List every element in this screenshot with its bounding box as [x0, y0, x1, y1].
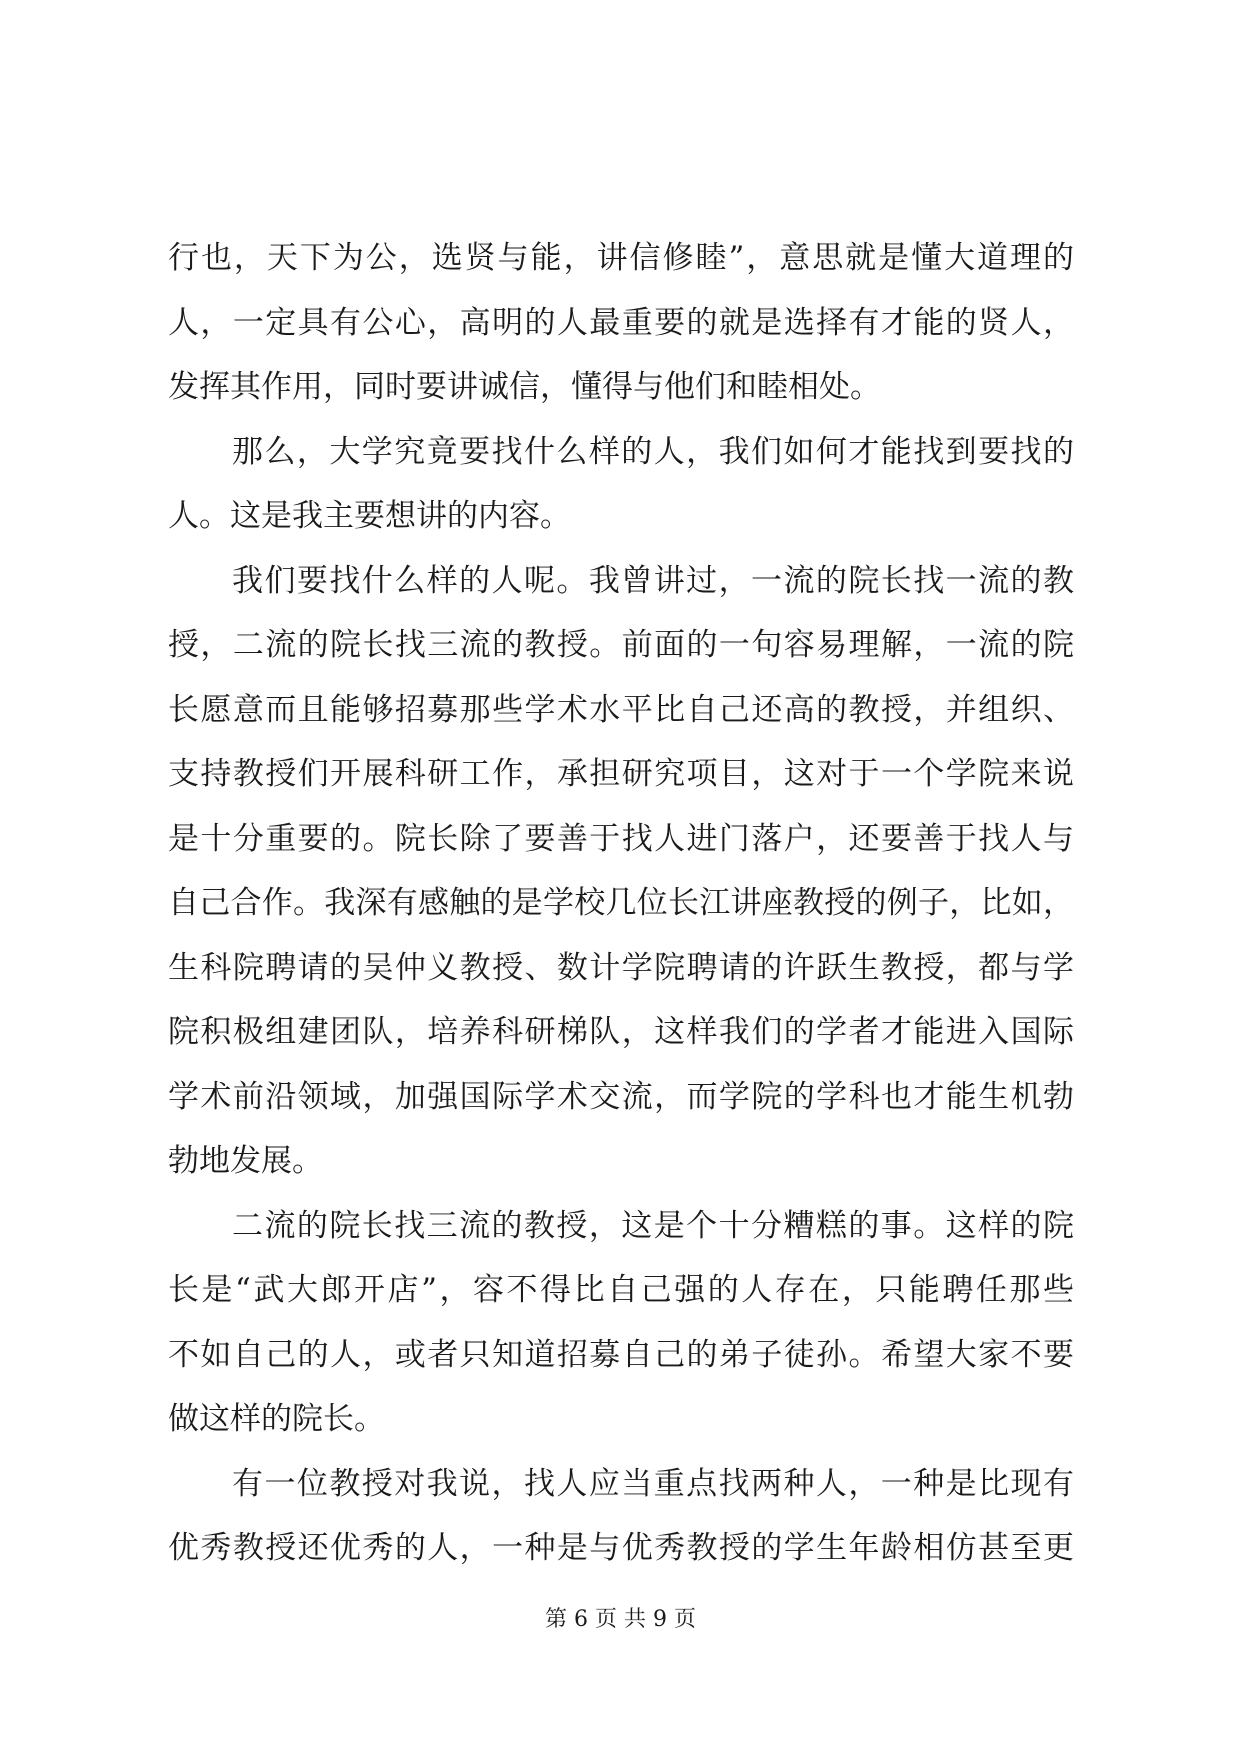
text-line: 不如自己的人，或者只知道招募自己的弟子徒孙。希望大家不要 [168, 1336, 1074, 1373]
text-line: 人，一定具有公心，高明的人最重要的就是选择有才能的贤人， [168, 304, 1074, 341]
text-line: 我们要找什么样的人呢。我曾讲过，一流的院长找一流的教 [232, 562, 1074, 599]
text-line: 发挥其作用，同时要讲诚信，懂得与他们和睦相处。 [168, 369, 881, 405]
text-line: 行也，天下为公，选贤与能，讲信修睦”，意思就是懂大道理的 [168, 240, 1074, 276]
text-line: 授，二流的院长找三流的教授。前面的一句容易理解，一流的院 [168, 627, 1074, 663]
text-line: 支持教授们开展科研工作，承担研究项目，这对于一个学院来说 [168, 756, 1074, 792]
text-line: 长是“武大郎开店”，容不得比自己强的人存在，只能聘任那些 [168, 1272, 1074, 1308]
text-line: 长愿意而且能够招募那些学术水平比自己还高的教授，并组织、 [168, 691, 1074, 728]
text-line: 有一位教授对我说，找人应当重点找两种人，一种是比现有 [232, 1465, 1074, 1502]
text-line: 二流的院长找三流的教授，这是个十分糟糕的事。这样的院 [232, 1207, 1074, 1244]
text-line: 勃地发展。 [168, 1143, 323, 1179]
text-line: 学术前沿领域，加强国际学术交流，而学院的学科也才能生机勃 [168, 1078, 1074, 1115]
text-line: 院积极组建团队，培养科研梯队，这样我们的学者才能进入国际 [168, 1014, 1074, 1050]
text-line: 那么，大学究竟要找什么样的人，我们如何才能找到要找的 [232, 433, 1074, 470]
page-number-footer: 第 6 页 共 9 页 [545, 1607, 696, 1632]
text-line: 做这样的院长。 [168, 1401, 385, 1437]
text-line: 人。这是我主要想讲的内容。 [168, 498, 571, 534]
body-text [168, 226, 1074, 1581]
text-line: 生科院聘请的吴仲义教授、数计学院聘请的许跃生教授，都与学 [168, 949, 1074, 986]
text-line: 优秀教授还优秀的人，一种是与优秀教授的学生年龄相仿甚至更 [168, 1530, 1074, 1566]
text-line: 是十分重要的。院长除了要善于找人进门落户，还要善于找人与 [168, 820, 1074, 857]
text-line: 自己合作。我深有感触的是学校几位长江讲座教授的例子，比如， [168, 885, 1074, 921]
